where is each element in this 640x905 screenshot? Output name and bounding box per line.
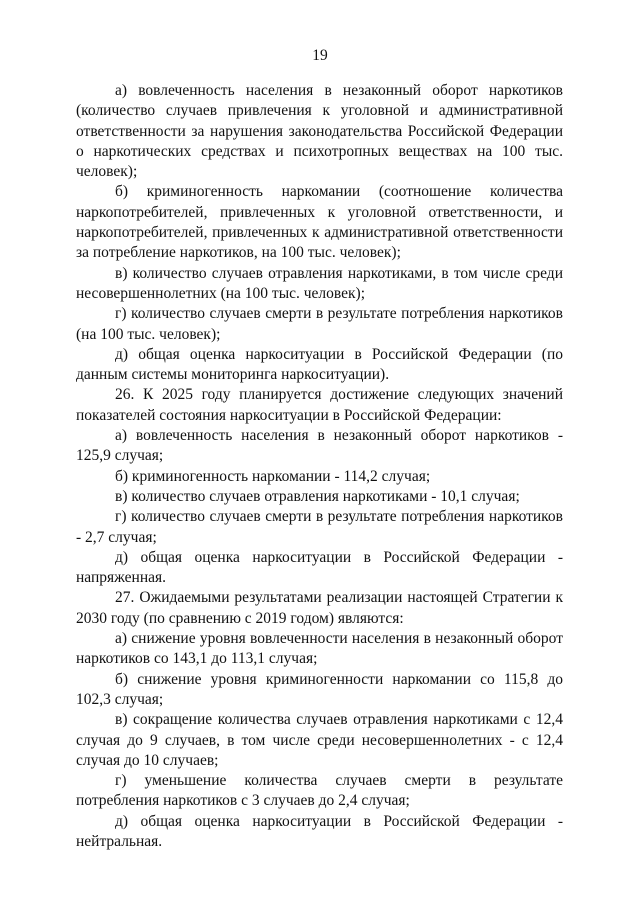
paragraph: а) вовлеченность населения в незаконный оборот наркотиков - 125,9 случая; — [76, 427, 563, 465]
paragraph: б) снижение уровня криминогенности наркомании со 115,8 до 102,3 случая; — [76, 670, 563, 708]
page-number: 19 — [312, 47, 328, 64]
paragraph: в) сокращение количества случаев отравления наркотиками с 12,4 случая до 9 случаев, в том числе среди несовершеннолетних - с 12,4 случая до 10 случаев; — [76, 711, 563, 769]
paragraph: г) количество случаев смерти в результате потребления наркотиков (на 100 тыс. человек); — [76, 305, 563, 343]
paragraph: в) количество случаев отравления наркотиками - 10,1 случая; — [115, 487, 520, 505]
paragraph: 27. Ожидаемыми результатами реализации настоящей Стратегии к 2030 году (по сравнению с 2019 годом) являются: — [76, 589, 563, 627]
paragraph: в) количество случаев отравления наркотиками, в том числе среди несовершеннолетних (на 100 тыс. человек); — [76, 264, 563, 302]
paragraph: д) общая оценка наркоситуации в Российской Федерации - нейтральная. — [76, 812, 563, 850]
paragraph: д) общая оценка наркоситуации в Российской Федерации - напряженная. — [76, 548, 563, 587]
paragraph: г) количество случаев смерти в результате потребления наркотиков - 2,7 случая; — [76, 508, 563, 546]
paragraph: а) вовлеченность населения в незаконный оборот наркотиков (количество случаев привлечения к уголовной и административной ответственности за нарушения законодательства Российской Федерации о наркотических средствах и психотропных веществах на 100 тыс. человек); — [76, 82, 563, 181]
document-body — [76, 81, 563, 852]
paragraph: 26. К 2025 году планируется достижение следующих значений показателей состояния наркоситуации в Российской Федерации: — [76, 386, 563, 424]
paragraph: г) уменьшение количества случаев смерти в результате потребления наркотиков с 3 случаев до 2,4 случая; — [76, 772, 563, 810]
paragraph: б) криминогенность наркомании (соотношение количества наркопотребителей, привлеченных к уголовной ответственности, и наркопотребителей, привлеченных к административной ответственности за потребление наркотиков, на 100 тыс. человек); — [76, 183, 563, 262]
paragraph: д) общая оценка наркоситуации в Российской Федерации (по данным системы мониторинга наркоситуации). — [76, 345, 563, 384]
paragraph: б) криминогенность наркомании - 114,2 случая; — [115, 467, 431, 485]
paragraph: а) снижение уровня вовлеченности населения в незаконный оборот наркотиков со 143,1 до 113,1 случая; — [76, 630, 563, 668]
